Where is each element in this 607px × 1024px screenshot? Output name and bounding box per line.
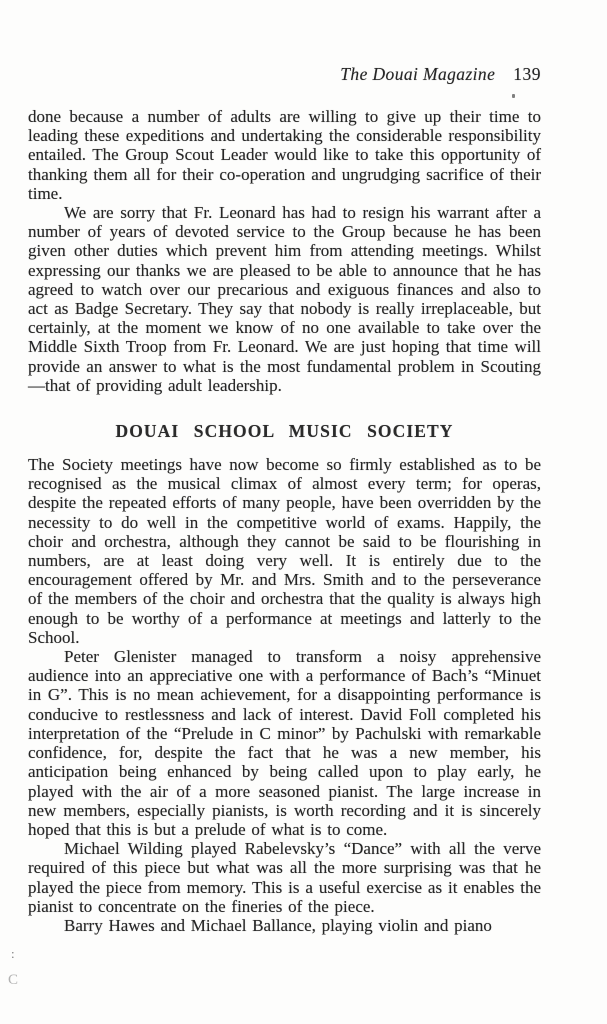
paragraph-scouting-2: We are sorry that Fr. Leonard has had to resign his warrant after a number of years of devoted service to the Group because he has been given other duties which prevent him from attending meetings. Whilst expressing our thanks we are pleased to be able to announce that he has agreed to watch over our precarious and exiguous finances and also to act as Badge Secretary. They say that nobody is really irreplaceable, but certainly, at the moment we know of no one available to take over the Middle Sixth Troop from Fr. Leonard. We are just hoping that time will provide an answer to what is the most fundamental problem in Scouting—that of providing adult leadership. [28, 203, 541, 395]
scan-artifact-mark: : [11, 946, 15, 961]
paragraph-scouting-1: done because a number of adults are willing to give up their time to leading these expeditions and undertaking the considerable responsibility entailed. The Group Scout Leader would like to take this opportunity of thanking them all for their co-operation and ungrudging sacrifice of their time. [28, 107, 541, 203]
section-heading-music-society: DOUAI SCHOOL MUSIC SOCIETY [115, 421, 454, 442]
scan-speck [512, 94, 515, 98]
paragraph-music-3: Michael Wilding played Rabelevsky’s “Dance” with all the verve required of this piece but what was all the more surprising was that he played the piece from memory. This is a useful exercise as it enables the pianist to concentrate on the fineries of the piece. [28, 839, 541, 916]
paragraph-music-2: Peter Glenister managed to transform a noisy apprehensive audience into an appreciative one with a performance of Bach’s “Minuet in G”. This is no mean achievement, for a disappointing performance is conducive to restlessness and lack of interest. David Foll completed his interpretation of the “Prelude in C minor” by Pachulski with remarkable confidence, for, despite the fact that he was a new member, his anticipation being enhanced by being called upon to play early, he played with the air of a more seasoned pianist. The large increase in new members, especially pianists, is worth recording and it is sincerely hoped that this is but a prelude of what is to come. [28, 647, 541, 839]
running-header [28, 64, 541, 85]
page-number: 139 [513, 64, 541, 84]
scan-artifact-letter: C [8, 972, 19, 988]
paragraph-music-4: Barry Hawes and Michael Ballance, playing violin and piano [64, 915, 492, 935]
text-block [28, 64, 541, 935]
magazine-title: The Douai Magazine [340, 64, 496, 84]
paragraph-music-1: The Society meetings have now become so firmly established as to be recognised as the musical climax of almost every term; for operas, despite the repeated efforts of many people, have been overridden by the necessity to do well in the competitive world of exams. Happily, the choir and orchestra, although they cannot be said to be flourishing in numbers, are at least doing very well. It is entirely due to the encouragement offered by Mr. and Mrs. Smith and to the perseverance of the members of the choir and orchestra that the quality is always high enough to be worthy of a performance at meetings and latterly to the School. [28, 455, 541, 647]
